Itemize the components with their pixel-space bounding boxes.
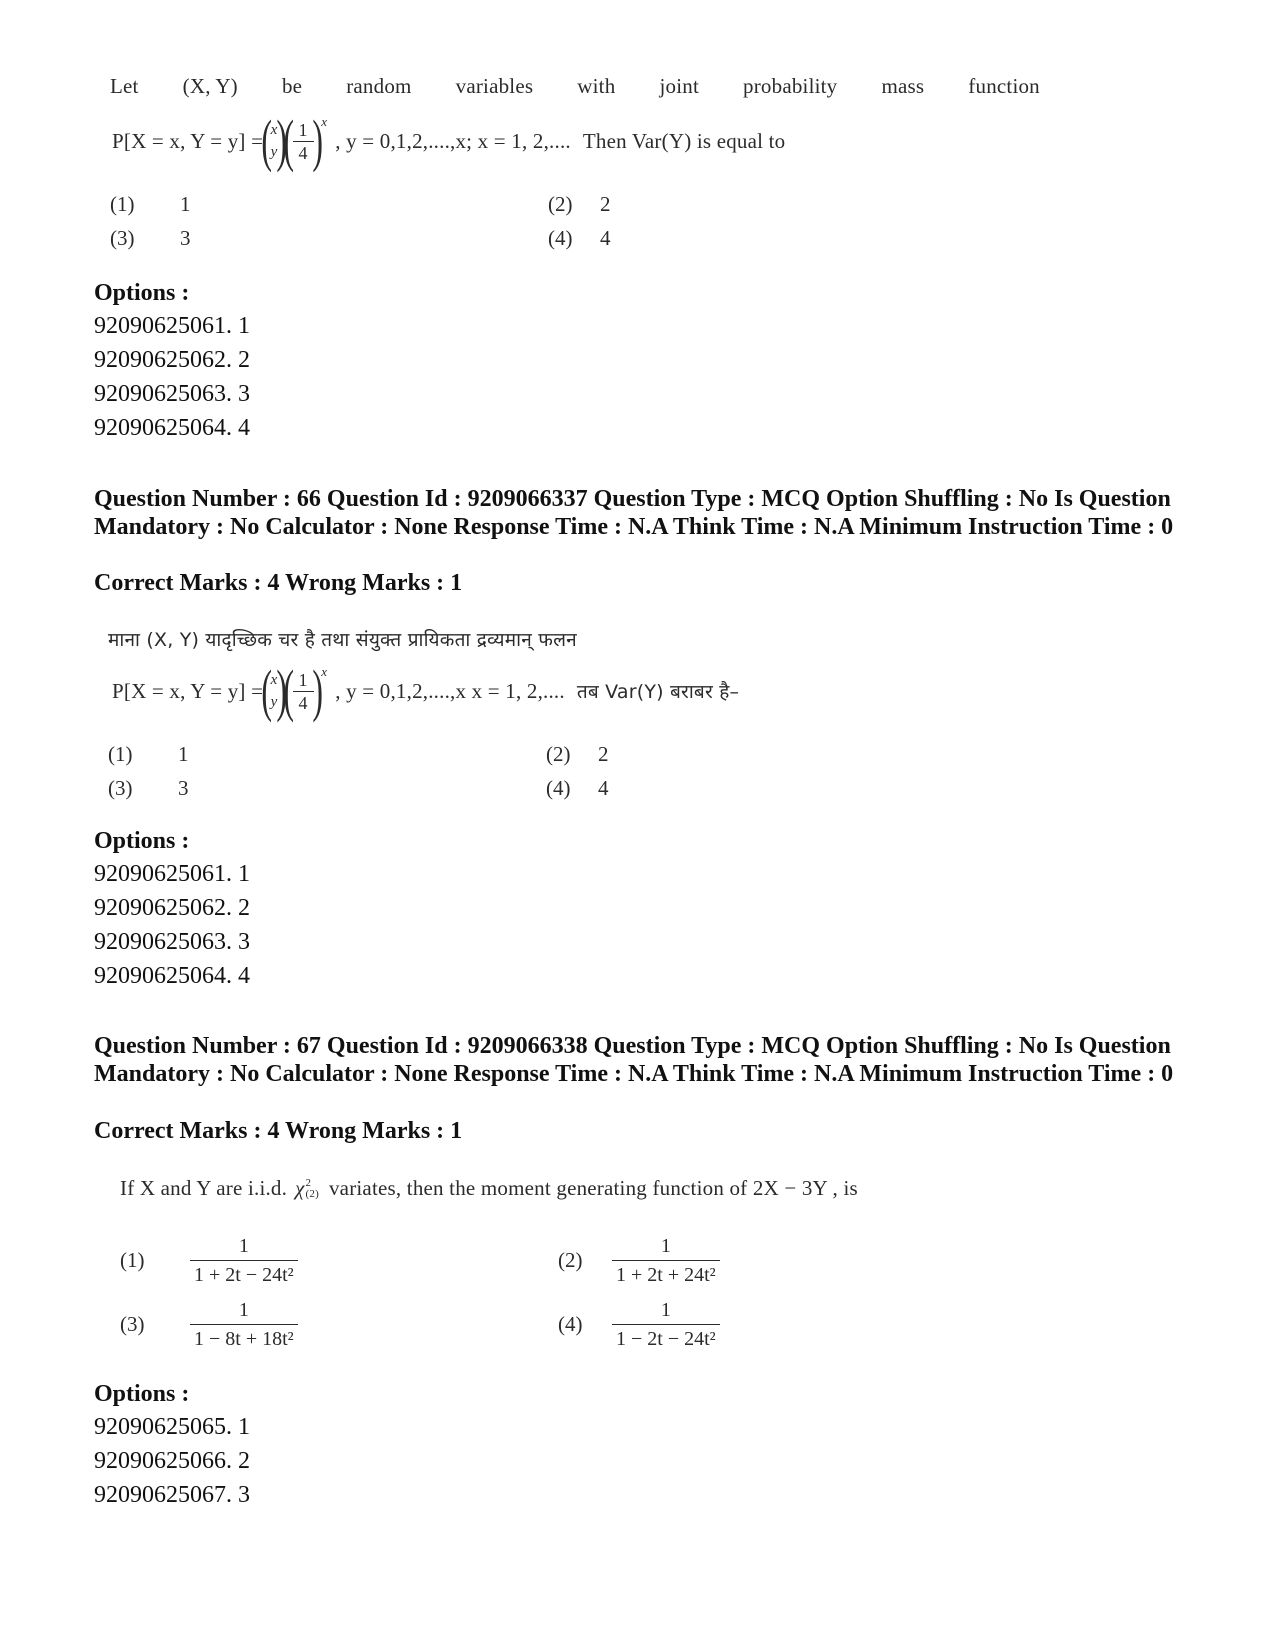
option-item: 92090625061. 1 xyxy=(94,861,250,887)
q65-choice-2: (2) 2 xyxy=(548,192,611,216)
option-item: 92090625066. 2 xyxy=(94,1448,250,1474)
q65-fraction: ( $\frac{1}{4}$ ) x xyxy=(283,108,328,173)
q66-intro: माना (X, Y) यादृच्छिक चर है तथा संयुक्त प्रायिकता द्रव्यमान् फलन xyxy=(108,629,577,651)
q66-binomial: ( x y ) xyxy=(261,658,287,723)
q65-word: probability xyxy=(743,74,838,98)
q65-pmf-lhs: P[X = x, Y = y] = xyxy=(112,128,264,153)
q66-options-heading: Options : xyxy=(94,828,190,854)
q65-choice-4: (4) 4 xyxy=(548,226,611,250)
q65-options-list xyxy=(94,309,250,445)
option-item: 92090625063. 3 xyxy=(94,381,250,407)
option-item: 92090625064. 4 xyxy=(94,415,250,441)
q67-chi-square: χ 2 (2) xyxy=(295,1176,319,1200)
q65-word: Let xyxy=(110,74,139,98)
q65-question-image xyxy=(110,74,1040,99)
q66-pmf-lhs: P[X = x, Y = y] = xyxy=(112,678,264,703)
option-item: 92090625062. 2 xyxy=(94,895,250,921)
q65-word: with xyxy=(577,74,616,98)
q67-intro-line xyxy=(120,1176,858,1201)
q67-choice-3: (3) $\frac{1}{\text{1 − 8t + 18t²}}$ xyxy=(120,1296,298,1353)
q67-choice-4: (4) $\frac{1}{\text{1 − 2t − 24t²}}$ xyxy=(558,1296,720,1353)
q67-marks: Correct Marks : 4 Wrong Marks : 1 xyxy=(94,1118,463,1144)
q65-choice-1: (1) 1 xyxy=(110,192,191,216)
q65-word: random xyxy=(346,74,412,98)
q65-word: (X, Y) xyxy=(182,74,238,98)
q65-word: joint xyxy=(659,74,699,98)
q66-meta: Question Number : 66 Question Id : 9209066337 Question Type : MCQ Option Shuffling : No Is Question Mandatory : No Calculator : None Response Time : N.A Think Time : N.A Minimum Instruction Time : 0 xyxy=(94,486,1174,540)
option-item: 92090625064. 4 xyxy=(94,963,250,989)
option-item: 92090625063. 3 xyxy=(94,929,250,955)
q65-ask: Then Var(Y) is equal to xyxy=(582,128,786,153)
q66-options-list xyxy=(94,857,250,993)
q65-options-heading: Options : xyxy=(94,280,190,306)
q67-intro-a: If X and Y are i.i.d. xyxy=(120,1176,288,1200)
q65-intro-line xyxy=(110,74,1040,99)
q67-options-list xyxy=(94,1410,250,1512)
q66-marks: Correct Marks : 4 Wrong Marks : 1 xyxy=(94,570,463,596)
q66-ask: तब Var(Y) बराबर है– xyxy=(576,681,740,703)
option-item: 92090625065. 1 xyxy=(94,1414,250,1440)
q67-options-heading: Options : xyxy=(94,1381,190,1407)
q66-choice-4: (4) 4 xyxy=(546,776,609,800)
q67-choice-2: (2) $\frac{1}{\text{1 + 2t + 24t²}}$ xyxy=(558,1232,720,1289)
q65-word: mass xyxy=(881,74,925,98)
q67-meta: Question Number : 67 Question Id : 9209066338 Question Type : MCQ Option Shuffling : No Is Question Mandatory : No Calculator : None Response Time : N.A Think Time : N.A Minimum Instruction Time : 0 xyxy=(94,1033,1174,1087)
q65-word: variables xyxy=(455,74,534,98)
q65-binomial: ( x y ) xyxy=(261,108,287,173)
q67-choice-1: (1) $\frac{1}{\text{1 + 2t − 24t²}}$ xyxy=(120,1232,298,1289)
option-item: 92090625061. 1 xyxy=(94,313,250,339)
q65-word: function xyxy=(968,74,1040,98)
option-item: 92090625062. 2 xyxy=(94,347,250,373)
q66-choice-3: (3) 3 xyxy=(108,776,189,800)
q65-choice-3: (3) 3 xyxy=(110,226,191,250)
q66-fraction: ( $\frac{1}{4}$ ) x xyxy=(283,658,328,723)
q66-choice-1: (1) 1 xyxy=(108,742,189,766)
q66-pmf-tail: , y = 0,1,2,....,x x = 1, 2,.... xyxy=(335,678,565,703)
q65-pmf-line xyxy=(112,108,786,173)
q66-pmf-line xyxy=(112,658,740,723)
option-item: 92090625067. 3 xyxy=(94,1482,250,1508)
q65-word: be xyxy=(281,74,303,98)
q65-pmf-tail: , y = 0,1,2,....,x; x = 1, 2,.... xyxy=(335,128,571,153)
q67-intro-b: variates, then the moment generating function of 2X − 3Y , is xyxy=(328,1176,858,1200)
q66-choice-2: (2) 2 xyxy=(546,742,609,766)
